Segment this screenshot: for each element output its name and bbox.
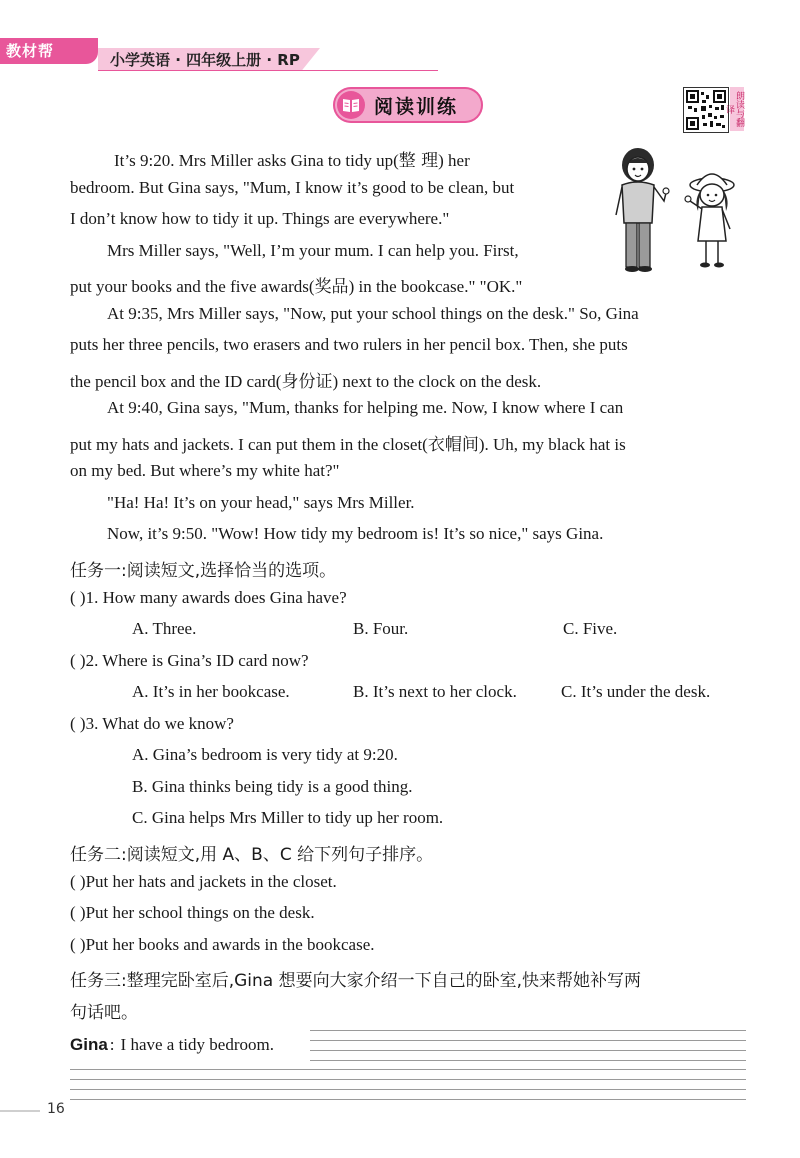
option-2c[interactable]: C. It’s under the desk. [561,682,711,701]
task3-sentence: Gina : I have a tidy bedroom. [70,1035,274,1054]
brand-label: 教材帮 [6,42,55,60]
writing-line[interactable] [70,1099,746,1100]
option-2b[interactable]: B. It’s next to her clock. [353,682,517,701]
qr-code-icon[interactable] [683,87,729,133]
qr-label: 朗读与翻译 [730,87,744,131]
task2-title: 任务二:阅读短文,用 A、B、C 给下列句子排序。 [70,845,434,865]
order-item-3[interactable]: ( )Put her books and awards in the bookcase. [70,935,375,954]
passage-line: the pencil box and the ID card(身份证) next to the clock on the desk. [70,372,542,392]
section-title: 阅读训练 [374,96,459,118]
book-icon [337,91,365,119]
writing-line[interactable] [70,1069,746,1070]
passage-line: Now, it’s 9:50. "Wow! How tidy my bedroom is! It’s so nice," says Gina. [107,524,604,543]
option-1b[interactable]: B. Four. [353,619,409,638]
passage-line: At 9:35, Mrs Miller says, "Now, put your school things on the desk." So, Gina [107,304,639,323]
illustration [606,145,746,273]
passage-line: puts her three pencils, two erasers and two rulers in her pencil box. Then, she puts [70,335,628,354]
task3-title-cont: 句话吧。 [70,1003,138,1023]
page-number: 16 [47,1101,65,1117]
task3-title: 任务三:整理完卧室后,Gina 想要向大家介绍一下自己的卧室,快来帮她补写两 [70,971,642,991]
passage-line: Mrs Miller says, "Well, I’m your mum. I can help you. First, [107,241,519,260]
writing-line[interactable] [310,1050,746,1051]
writing-line[interactable] [70,1089,746,1090]
order-item-2[interactable]: ( )Put her school things on the desk. [70,903,315,922]
writing-line[interactable] [310,1040,746,1041]
option-2a[interactable]: A. It’s in her bookcase. [132,682,290,701]
passage-line: It’s 9:20. Mrs Miller asks Gina to tidy up(整 理) her [114,151,470,171]
book-title: 小学英语 · 四年级上册 · RP [110,51,300,69]
passage-line: put my hats and jackets. I can put them in the closet(衣帽间). Uh, my black hat is [70,435,626,455]
option-3c[interactable]: C. Gina helps Mrs Miller to tidy up her room. [132,808,444,827]
option-1a[interactable]: A. Three. [132,619,197,638]
header-rule [98,70,438,71]
speaker: Gina [70,1035,108,1054]
footer-bar [0,1110,40,1112]
passage-line: on my bed. But where’s my white hat?" [70,461,340,480]
question-2[interactable]: ( )2. Where is Gina’s ID card now? [70,651,309,670]
option-1c[interactable]: C. Five. [563,619,618,638]
option-3b[interactable]: B. Gina thinks being tidy is a good thing. [132,777,413,796]
passage-line: put your books and the five awards(奖品) in the bookcase." "OK." [70,277,523,297]
question-3[interactable]: ( )3. What do we know? [70,714,234,733]
writing-line[interactable] [310,1030,746,1031]
passage-line: "Ha! Ha! It’s on your head," says Mrs Miller. [107,493,415,512]
writing-line[interactable] [70,1079,746,1080]
task1-title: 任务一:阅读短文,选择恰当的选项。 [70,561,337,581]
passage-line: At 9:40, Gina says, "Mum, thanks for helping me. Now, I know where I can [107,398,624,417]
passage-line: I don’t know how to tidy it up. Things are everywhere." [70,209,450,228]
order-item-1[interactable]: ( )Put her hats and jackets in the closet. [70,872,337,891]
question-1[interactable]: ( )1. How many awards does Gina have? [70,588,347,607]
writing-line[interactable] [310,1060,746,1061]
option-3a[interactable]: A. Gina’s bedroom is very tidy at 9:20. [132,745,398,764]
passage-line: bedroom. But Gina says, "Mum, I know it’s good to be clean, but [70,178,515,197]
